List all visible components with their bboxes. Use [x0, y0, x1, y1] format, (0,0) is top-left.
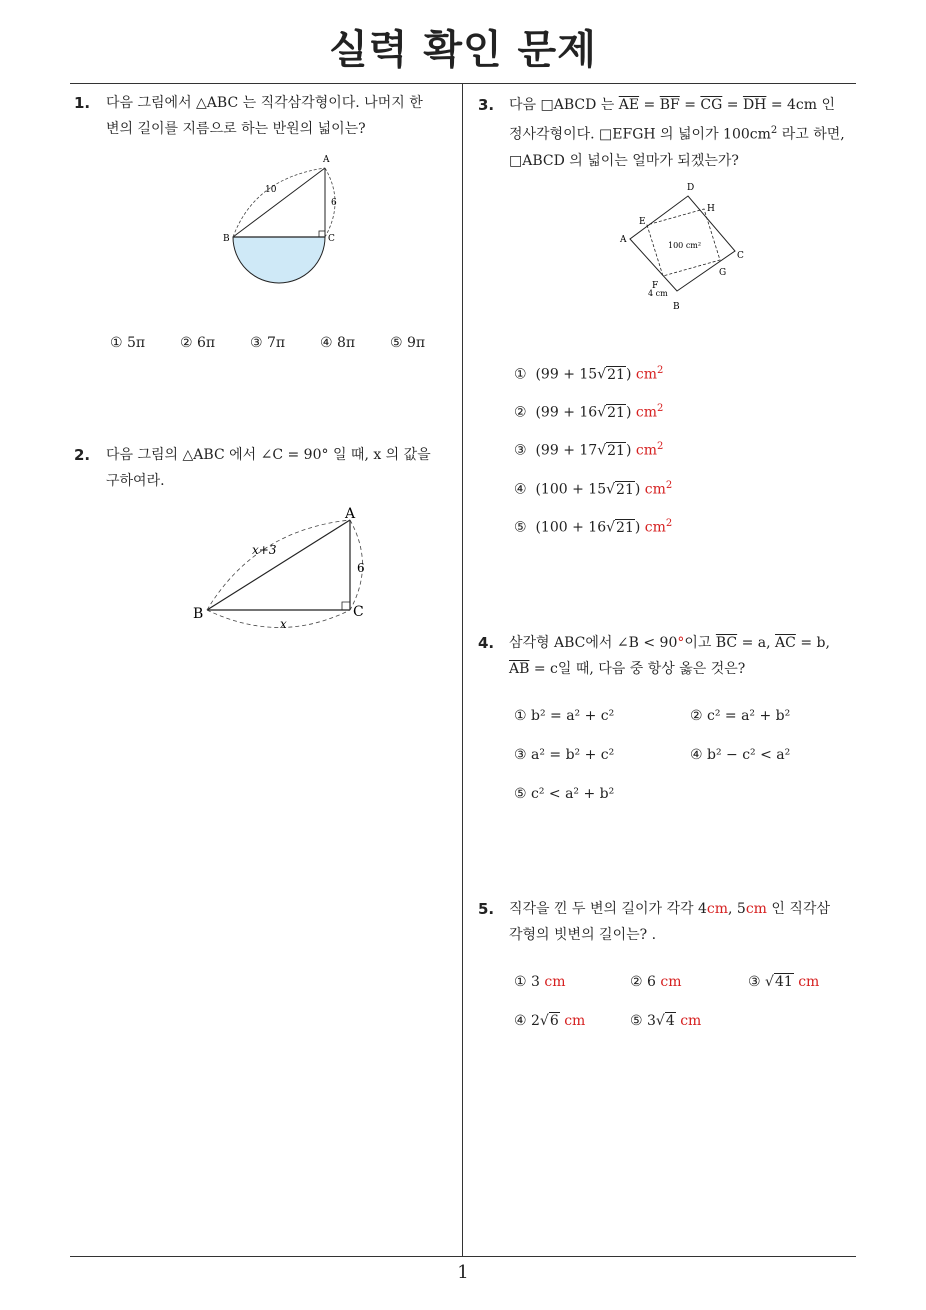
- label-f: F: [652, 281, 659, 291]
- option-5[interactable]: ⑤ 9π: [390, 335, 426, 351]
- label-e: E: [639, 217, 646, 227]
- question-number: 3.: [478, 96, 495, 114]
- label-b: B: [673, 302, 680, 312]
- label-area: 100 cm²: [668, 241, 702, 250]
- question-line: 다음 □ABCD 는 $\overline{AE} = \overline{BF} = \overline{CG} = \overline{DH} = 4cm$ 인: [509, 97, 836, 113]
- label-a: A: [323, 155, 330, 165]
- question-line: 삼각형 ABC에서 ∠B < 90°이고 $\overline{BC} = a$, $\overline{AC} = b$,: [509, 635, 830, 651]
- option-4[interactable]: ④ 2√6 cm: [514, 1013, 586, 1029]
- top-rule: [70, 83, 856, 84]
- label-bc: x: [280, 617, 287, 631]
- question-line: 다음 그림의 △ABC 에서 ∠C = 90° 일 때, x 의 값을: [106, 447, 431, 463]
- label-ac: 6: [357, 561, 365, 575]
- option-1[interactable]: ① 3 cm: [514, 974, 566, 990]
- label-c: C: [353, 604, 364, 620]
- option-4[interactable]: ④ (100 + 15√21) $cm^2$: [514, 480, 673, 498]
- label-c: C: [737, 251, 744, 261]
- figure-nested-squares: [615, 178, 755, 318]
- label-c: C: [328, 234, 335, 244]
- option-2[interactable]: ② 6π: [180, 335, 216, 351]
- figure-semicircle-triangle: [215, 150, 355, 290]
- question-line: 정사각형이다. □EFGH 의 넓이가 $100cm^2$ 라고 하면,: [509, 125, 845, 143]
- label-b: B: [193, 606, 204, 622]
- label-ab: 10: [265, 185, 277, 195]
- segment-ab: $\overline{AB}$: [509, 661, 530, 677]
- page-number: 1: [457, 1262, 469, 1283]
- segment-ae: $\overline{AE}$: [618, 97, 640, 113]
- question-line: 각형의 빗변의 길이는? .: [509, 927, 657, 943]
- label-ac: 6: [331, 198, 337, 208]
- segment-dh: $\overline{DH}$: [742, 97, 767, 113]
- question-line: 다음 그림에서 △ABC 는 직각삼각형이다. 나머지 한: [106, 95, 423, 111]
- option-3[interactable]: ③ 7π: [250, 335, 286, 351]
- segment-ac: $\overline{AC}$: [775, 635, 796, 651]
- question-number: 1.: [74, 94, 91, 112]
- option-4[interactable]: ④ b² − c² < a²: [690, 747, 791, 763]
- option-1[interactable]: ① 5π: [110, 335, 146, 351]
- label-a: A: [345, 506, 356, 522]
- question-line: 변의 길이를 지름으로 하는 반원의 넓이는?: [106, 121, 366, 137]
- question-text: [509, 630, 830, 682]
- option-4[interactable]: ④ 8π: [320, 335, 356, 351]
- page-title: 실력 확인 문제: [329, 27, 597, 73]
- question-text: [509, 896, 830, 948]
- segment-cg: $\overline{CG}$: [700, 97, 723, 113]
- question-line: 구하여라.: [106, 473, 165, 489]
- option-5[interactable]: ⑤ 3√4 cm: [630, 1013, 702, 1029]
- option-5[interactable]: ⑤ (100 + 16√21) $cm^2$: [514, 518, 673, 536]
- question-text: [106, 90, 423, 142]
- question-number: 5.: [478, 900, 495, 918]
- question-number: 2.: [74, 446, 91, 464]
- option-3[interactable]: ③ a² = b² + c²: [514, 747, 615, 763]
- column-divider: [462, 83, 463, 1256]
- option-1[interactable]: ① b² = a² + c²: [514, 708, 615, 724]
- option-2[interactable]: ② 6 cm: [630, 974, 682, 990]
- option-5[interactable]: ⑤ c² < a² + b²: [514, 786, 615, 802]
- question-text: [509, 92, 845, 174]
- question-line: $\overline{AB} = c$일 때, 다음 중 항상 옳은 것은?: [509, 661, 746, 677]
- label-ab: x+3: [252, 543, 277, 557]
- bottom-rule: [70, 1256, 856, 1257]
- segment-bf: $\overline{BF}$: [659, 97, 680, 113]
- segment-bc: $\overline{BC}$: [715, 635, 738, 651]
- label-b: B: [223, 234, 230, 244]
- question-text: [106, 442, 431, 494]
- label-a: A: [620, 235, 627, 245]
- label-h: H: [707, 204, 715, 214]
- figure-right-triangle: [185, 500, 385, 635]
- label-side: 4 cm: [648, 289, 668, 298]
- label-g: G: [719, 268, 727, 278]
- option-3[interactable]: ③ (99 + 17√21) $cm^2$: [514, 441, 664, 459]
- option-3[interactable]: ③ √41 cm: [748, 974, 820, 990]
- question-line: □ABCD 의 넓이는 얼마가 되겠는가?: [509, 152, 739, 169]
- option-2[interactable]: ② c² = a² + b²: [690, 708, 791, 724]
- option-1[interactable]: ① (99 + 15√21) $cm^2$: [514, 365, 664, 383]
- label-d: D: [687, 183, 695, 193]
- option-2[interactable]: ② (99 + 16√21) $cm^2$: [514, 403, 664, 421]
- question-number: 4.: [478, 634, 495, 652]
- question-line: 직각을 낀 두 변의 길이가 각각 4cm, 5cm 인 직각삼: [509, 901, 830, 917]
